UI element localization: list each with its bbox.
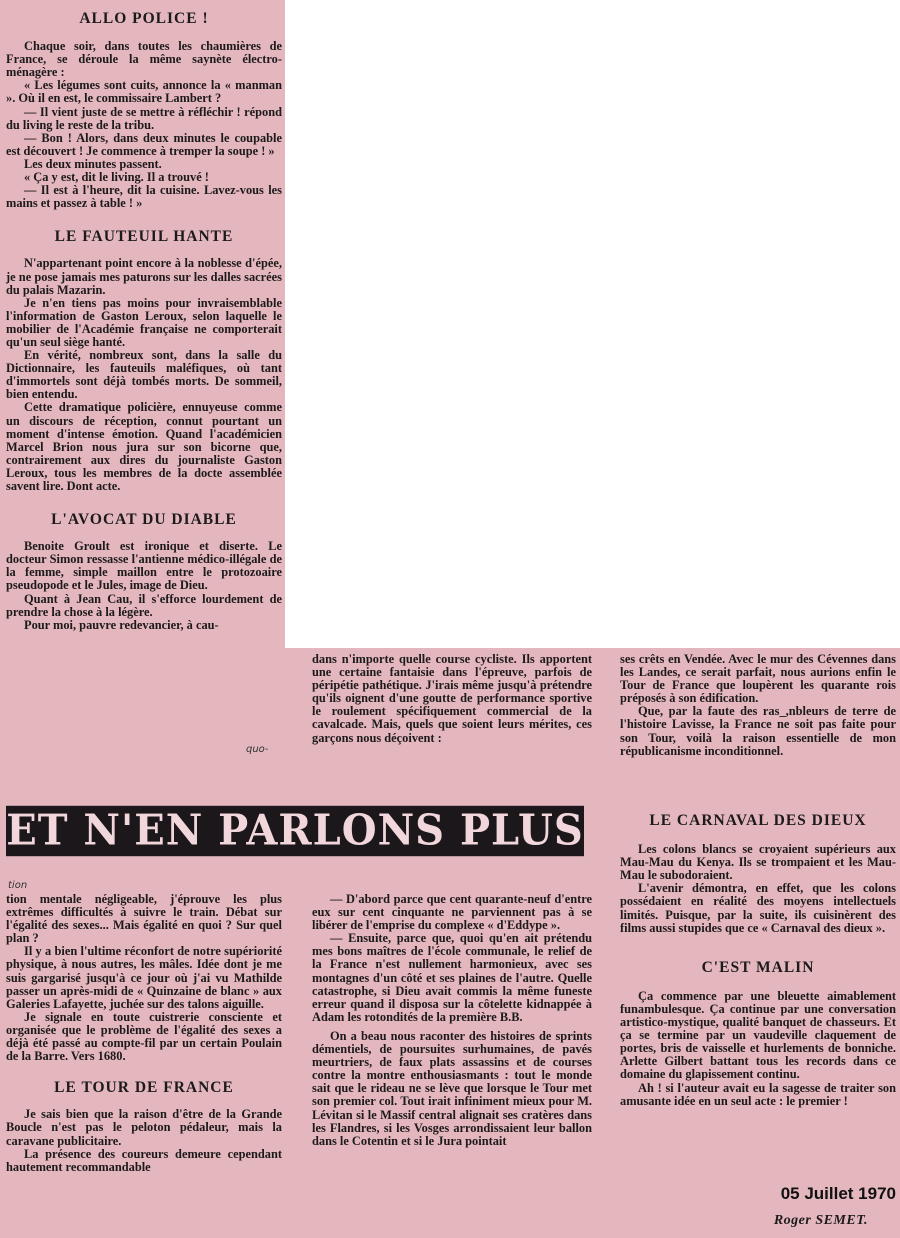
publication-date: 05 Juillet 1970 [780,1184,896,1203]
handwritten-note-quo: quo- [246,744,269,755]
paragraph: Je sais bien que la raison d'être de la Grande Boucle n'est pas le peloton pédaleur, mais la caravane publicitaire. [6,1107,282,1148]
column-middle-bottom [312,893,592,1148]
paragraph: Benoite Groult est ironique et diserte. Le docteur Simon ressasse l'antienne médico-illégale de la femme, simple maillon entre le protozoaire pseudopode et le Jules, image de Dieu. [6,539,282,593]
column-middle-top [312,653,592,745]
paragraph: Ah ! si l'auteur avait eu la sagesse de traiter son amusante idée en un seul acte : le premier ! [620,1080,896,1108]
paragraph: En vérité, nombreux sont, dans la salle du Dictionnaire, les fauteuils maléfiques, où tant d'immortels sont déjà tombés morts. De sommeil, bien entendu. [6,348,282,402]
heading-fauteuil-hante: LE FAUTEUIL HANTE [54,228,234,246]
column-left-top [6,8,282,632]
handwritten-note-tion: tion [8,880,28,891]
paragraph: — Il vient juste de se mettre à réfléchir ! répond du living le reste de la tribu. [6,104,282,132]
banner-title: ET N'EN PARLONS PLUS [6,805,584,856]
paragraph: Chaque soir, dans toutes les chaumières de France, se déroule la même saynète électro-ménagère : [6,39,282,80]
paragraph: Ça commence par une bleuette aimablement funambulesque. Ça continue par une conversation artistico-mystique, qualité banquet de chasseurs. Et ça se termine par un vaudeville claquement de portes, bris de vaisselle et hurlements de bonniche. Arlette Gilbert battant tous les records dans ce domaine du glapissement continu. [620,988,896,1082]
heading-allo-police: ALLO POLICE ! [79,10,209,27]
paragraph: — Ensuite, parce que, quoi qu'en ait prétendu mes bons maîtres de l'école communale, le relief de la France n'est nullement harmonieux, avec ses montagnes d'un côté et ses plaines de l'autre. Quelle catastrophe, si Dieu avait commis la même funeste erreur quand il disposa sur la côtelette kidnappée à Adam les rotondités de la première B.B. [312,931,592,1024]
heading-avocat-du-diable: L'AVOCAT DU DIABLE [51,511,237,529]
paragraph: ses crêts en Vendée. Avec le mur des Cévennes dans les Landes, ce serait parfait, nous aurions enfin le Tour de France que loupèrent les quarante rois préposés à son édification. [620,652,896,706]
paragraph: Pour moi, pauvre redevancier, à cau- [24,617,219,632]
paragraph: Les colons blancs se croyaient supérieurs aux Mau-Mau du Kenya. Ils se trompaient et les Mau-Mau le subodoraient. [620,842,896,883]
paragraph: On a beau nous raconter des histoires de sprints démentiels, de poursuites surhumaines, de pavés meurtriers, de faux plats assassins et de courses contre la montre enthousiasmants : tout le monde sait que le rideau ne se lève que lorsque le Tour met son premier col. Tout irait infiniment mieux pour M. Lévitan si le Massif central alignait ses cratères dans les Flandres, si les Vosges arrondissaient leur ballon dans le Cotentin et si le Jura pointait [312,1028,592,1148]
paragraph: — Bon ! Alors, dans deux minutes le coupable est découvert ! Je commence à tremper la soupe ! » [6,130,282,158]
paragraph: dans n'importe quelle course cycliste. Ils apportent une certaine fantaisie dans l'épreuve, parfois de péripétie pathétique. J'irais même jusqu'à prétendre qu'ils oignent d'une goutte de performance sportive le roulement spécifiquement commercial de la cavalcade. Mais, quels que soient leurs mérites, ces garçons nous déçoivent : [312,652,592,745]
paragraph: Il y a bien l'ultime réconfort de notre supériorité physique, à nous autres, les mâles. Idée dont je me suis gargarisé jusqu'à ce jour où j'ai vu Mathilde passer un après-midi de « Quinzaine de blanc » aux Galeries Lafayette, juchée sur des talons aiguille. [6,944,282,1011]
paragraph: — D'abord parce que cent quarante-neuf d'entre eux sur cent cinquante ne parviennent pas à se libérer de l'emprise du complexe « d'Eddype ». [312,892,592,933]
paragraph: — Il est à l'heure, dit la cuisine. Lavez-vous les mains et passez à table ! » [6,183,282,211]
paragraph: L'avenir démontra, en effet, que les colons possédaient en réalité des moyens intellectuels limités. Puisque, par la suite, ils cuisinèrent des films aussi stupides que ce « Carnaval des dieux ». [620,881,896,935]
paragraph: N'appartenant point encore à la noblesse d'épée, je ne pose jamais mes paturons sur les dalles sacrées du palais Mazarin. [6,256,282,297]
paragraph: Quant à Jean Cau, il s'efforce lourdement de prendre la chose à la légère. [6,591,282,619]
column-right-top [620,653,896,758]
paragraph: Je n'en tiens pas moins pour invraisemblable l'information de Gaston Leroux, selon laquelle le mobilier de l'Académie française ne comporterait qu'un seul siège hanté. [6,295,282,349]
paragraph: Je signale en toute cuistrerie consciente et organisée que le problème de l'égalité des sexes a déjà été passé au compte-fil par un certain Poulain de la Barre. Vers 1680. [6,1009,282,1064]
paragraph: La présence des coureurs demeure cependant hautement recommandable [6,1146,282,1174]
heading-tour-de-france: LE TOUR DE FRANCE [54,1079,234,1097]
heading-cest-malin: C'EST MALIN [701,958,815,976]
paragraph: « Les légumes sont cuits, annonce la « manman ». Où il en est, le commissaire Lambert ? [6,78,282,106]
column-right-bottom [620,814,896,1108]
author-signature: Roger SEMET. [773,1213,868,1228]
heading-carnaval-des-dieux: LE CARNAVAL DES DIEUX [649,812,867,829]
paragraph: Cette dramatique policière, ennuyeuse comme un discours de réception, connut pourtant un moment d'intense émotion. Quand l'académicien Marcel Brion nous jura sur son bicorne que, contrairement aux dires du journaliste Gaston Leroux, tous les membres de la docte assemblée savent lire. Dont acte. [6,400,282,493]
paragraph: « Ça y est, dit le living. Il a trouvé ! [24,170,209,185]
paragraph: Les deux minutes passent. [24,156,162,171]
paragraph: tion mentale négligeable, j'éprouve les plus extrêmes difficultés à suivre le train. Débat sur l'égalité des sexes... Mais égalité en quoi ? Sur quel plan ? [6,892,282,946]
column-left-bottom [6,893,282,1174]
paragraph: Que, par la faute des ras_,nbleurs de terre de l'histoire Lavisse, la France ne soit pas faite pour son Tour, voilà la raison essentielle de mon républicanisme inconditionnel. [620,704,896,758]
